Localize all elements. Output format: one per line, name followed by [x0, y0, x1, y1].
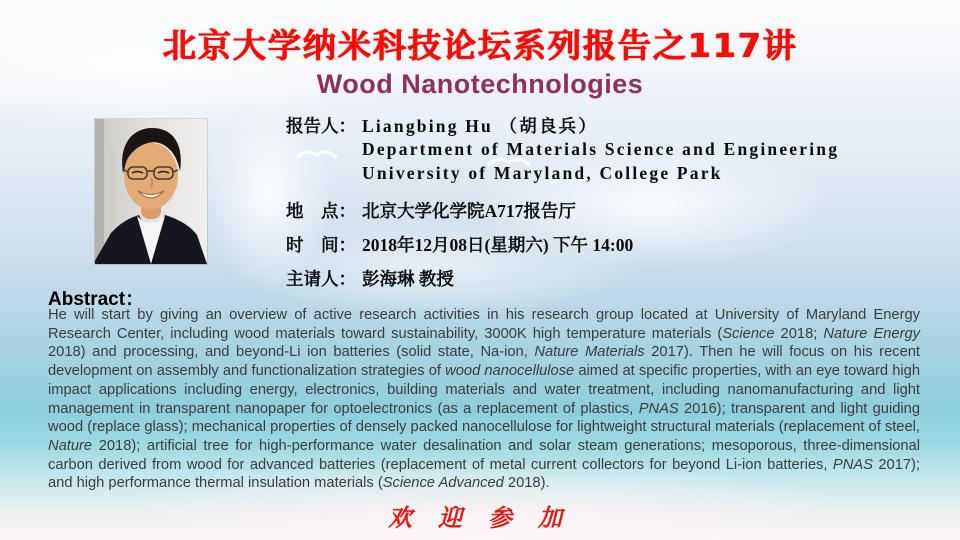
- page-title: 北京大学纳米科技论坛系列报告之117讲: [162, 26, 798, 65]
- location-value: 北京大学化学院A717报告厅: [362, 201, 576, 221]
- seminar-info: [286, 113, 926, 300]
- speaker-photo: [95, 119, 207, 264]
- welcome-message: 欢 迎 参 加: [388, 506, 572, 532]
- speaker-affiliation-line1: Department of Materials Science and Engineering: [362, 139, 840, 159]
- location-label: 地 点：: [286, 201, 356, 221]
- talk-title: Wood Nanotechnologies: [316, 69, 644, 99]
- speaker-portrait-illustration: [95, 119, 207, 264]
- abstract-heading: Abstract：: [48, 289, 145, 310]
- location-row: [286, 198, 926, 223]
- speaker-label: 报告人：: [286, 116, 356, 136]
- time-label: 时 间：: [286, 235, 356, 255]
- time-row: [286, 232, 926, 257]
- abstract-text: He will start by giving an overview of active research activities in his research group located at University of Maryland Energy Research Center, including wood materials toward sustainability, 3000K high temperature materials (Science 2018; Nature Energy 2018) and processing, and beyond-Li ion batteries (solid state, Na-ion, Nature Materials 2017). Then he will focus on his recent development on assembly and functionalization strategies of wood nanocellulose aimed at specific properties, with an eye toward high impact applications including energy, electronics, building materials and water treatment, including nanomanufacturing and light management in transparent nanopaper for optoelectronics (as a replacement of plastics, PNAS 2016); transparent and light guiding wood (replace glass); mechanical properties of densely packed nanocellulose for lightweight structural materials (replacement of steel, Nature 2018); artificial tree for high-performance water desalination and solar steam generations; mesoporous, three-dimensional carbon derived from wood for advanced batteries (replacement of metal current collectors for beyond Li-ion batteries, PNAS 2017); and high performance thermal insulation materials (Science Advanced 2018).: [48, 307, 920, 492]
- speaker-row: [286, 113, 926, 138]
- host-label: 主请人：: [286, 269, 356, 289]
- speaker-name: Liangbing Hu （胡良兵）: [362, 116, 599, 136]
- host-row: [286, 266, 926, 291]
- host-value: 彭海琳 教授: [362, 269, 454, 289]
- speaker-affiliation-line2: University of Maryland, College Park: [362, 162, 723, 183]
- time-value: 2018年12月08日(星期六) 下午 14:00: [362, 235, 634, 255]
